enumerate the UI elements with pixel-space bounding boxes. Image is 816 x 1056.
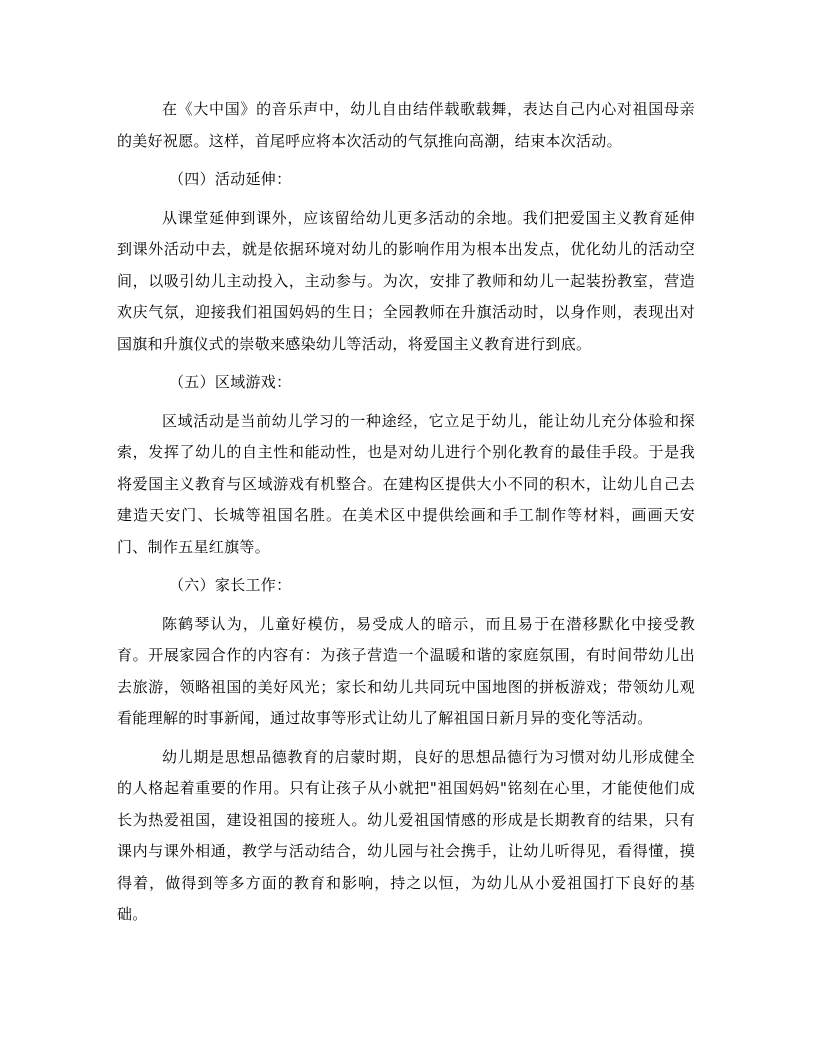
- document-body: [117, 94, 695, 931]
- paragraph-activity-extension: 从课堂延伸到课外，应该留给幼儿更多活动的余地。我们把爱国主义教育延伸到课外活动中去，就是依据环境对幼儿的影响作用为根本出发点，优化幼儿的活动空间，以吸引幼儿主动投入，主动参与。为次，安排了教师和幼儿一起装扮教室，营造欢庆气氛，迎接我们祖国妈妈的生日；全园教师在升旗活动时，以身作则，表现出对国旗和升旗仪式的崇敬来感染幼儿等活动，将爱国主义教育进行到底。: [117, 208, 695, 353]
- heading-activity-extension: （四）活动延伸：: [169, 170, 292, 188]
- heading-parent-work: （六）家长工作：: [169, 576, 292, 594]
- heading-area-games: （五）区域游戏：: [169, 373, 292, 391]
- paragraph-closing-activity: 在《大中国》的音乐声中，幼儿自由结伴载歌载舞，表达自己内心对祖国母亲的美好祝愿。这样，首尾呼应将本次活动的气氛推向高潮，结束本次活动。: [117, 100, 695, 150]
- paragraph-area-games: 区域活动是当前幼儿学习的一种途经，它立足于幼儿，能让幼儿充分体验和探索，发挥了幼儿的自主性和能动性，也是对幼儿进行个别化教育的最佳手段。于是我将爱国主义教育与区域游戏有机整合。在建构区提供大小不同的积木，让幼儿自己去建造天安门、长城等祖国名胜。在美术区中提供绘画和手工制作等材料，画画天安门、制作五星红旗等。: [117, 411, 695, 556]
- paragraph-conclusion: 幼儿期是思想品德教育的启蒙时期，良好的思想品德行为习惯对幼儿形成健全的人格起着重要的作用。只有让孩子从小就把"祖国妈妈"铭刻在心里，才能使他们成长为热爱祖国，建设祖国的接班人。幼儿爱祖国情感的形成是长期教育的结果，只有课内与课外相通，教学与活动结合，幼儿园与社会携手，让幼儿听得见，看得懂，摸得着，做得到等多方面的教育和影响，持之以恒，为幼儿从小爱祖国打下良好的基础。: [117, 747, 695, 923]
- paragraph-parent-work: 陈鹤琴认为，儿童好模仿，易受成人的暗示，而且易于在潜移默化中接受教育。开展家园合作的内容有：为孩子营造一个温暖和谐的家庭氛围，有时间带幼儿出去旅游，领略祖国的美好风光；家长和幼儿共同玩中国地图的拼板游戏；带领幼儿观看能理解的时事新闻，通过故事等形式让幼儿了解祖国日新月异的变化等活动。: [117, 614, 695, 727]
